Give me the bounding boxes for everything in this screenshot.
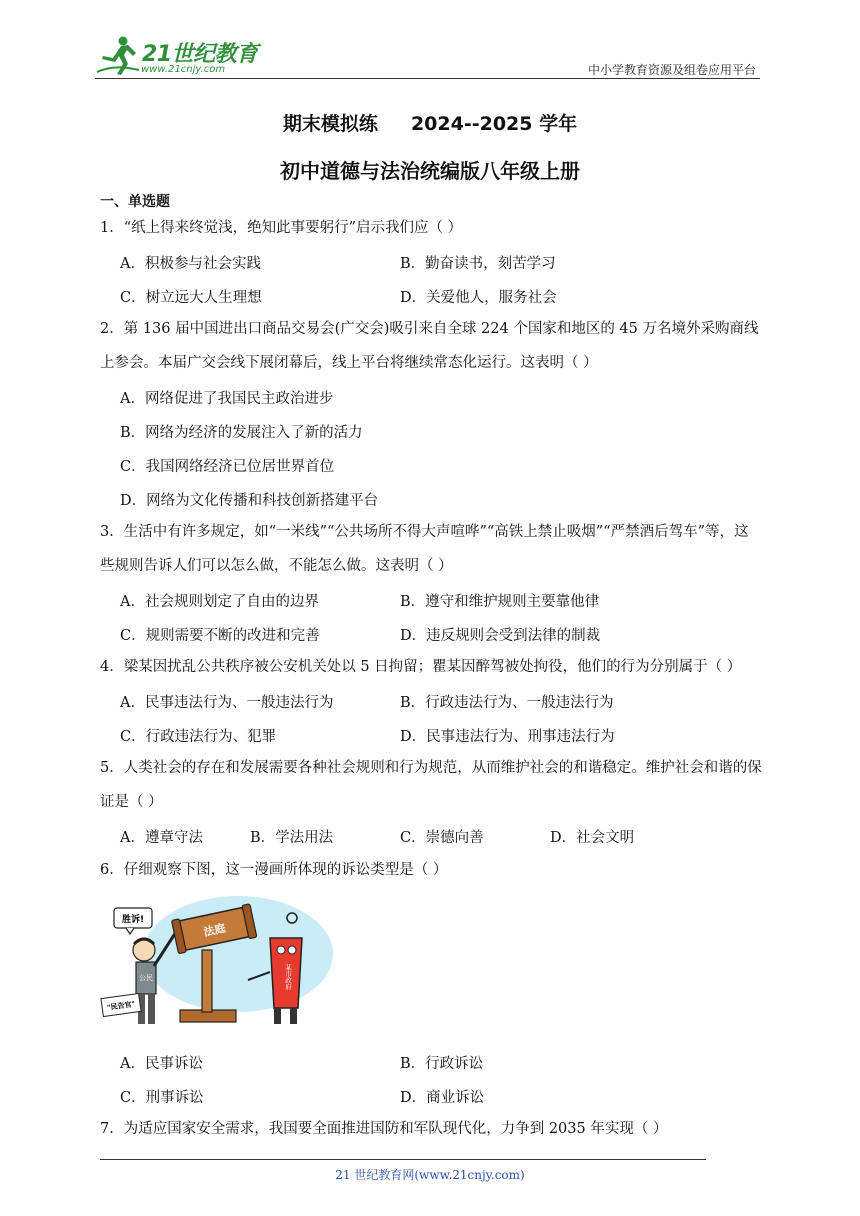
page-title: 期末模拟练 2024--2025 学年 (282, 113, 578, 135)
header-divider (95, 78, 760, 79)
question-1-stem: 1．“纸上得来终觉浅，绝知此事要躬行”启示我们应（ ） (100, 220, 463, 236)
question-6-option-d: D．商业诉讼 (400, 1090, 485, 1106)
question-4-option-a: A．民事违法行为、一般违法行为 (120, 695, 334, 711)
question-3-option-a: A．社会规则划定了自由的边界 (120, 594, 319, 610)
paper-label: "民告官" (106, 1000, 136, 1012)
question-5-stem: 5．人类社会的存在和发展需要各种社会规则和行为规范，从而维护社会的和谐稳定。维护社会和谐的保证是（ ） (100, 760, 762, 810)
question-5-option-a: A．遵章守法 (120, 830, 203, 846)
runner-icon (95, 34, 141, 78)
question-4-option-d: D．民事违法行为、刑事违法行为 (400, 729, 615, 745)
page-subtitle: 初中道德与法治统编版八年级上册 (280, 159, 580, 183)
question-3-option-c: C．规则需要不断的改进和完善 (120, 628, 320, 644)
question-1-option-a: A．积极参与社会实践 (120, 256, 261, 272)
section-heading: 一、单选题 (100, 194, 170, 210)
question-5-option-d: D．社会文明 (550, 830, 635, 846)
question-6-option-b: B．行政诉讼 (400, 1056, 484, 1072)
question-4-option-c: C．行政违法行为、犯罪 (120, 729, 277, 745)
question-6-option-a: A．民事诉讼 (120, 1056, 203, 1072)
site-logo (95, 34, 260, 80)
lawsuit-cartoon (98, 892, 334, 1032)
question-3-option-b: B．遵守和维护规则主要靠他律 (400, 594, 600, 610)
citizen-label: 公民 (139, 974, 153, 982)
gavel-label: 法庭 (202, 921, 227, 939)
logo-url: www.21cnjy.com (141, 64, 226, 75)
question-7-stem: 7．为适应国家安全需求，我国要全面推进国防和军队现代化，力争到 2035 年实现（ ） (100, 1121, 668, 1137)
question-5-option-b: B．学法用法 (250, 830, 334, 846)
government-label: 某市政府 (284, 964, 292, 990)
question-2-stem: 2．第 136 届中国进出口商品交易会(广交会)吸引来自全球 224 个国家和地区的 45 万名境外采购商线上参会。本届广交会线下展闭幕后，线上平台将继续常态化运行。这表明（ ） (100, 321, 759, 371)
question-6-option-c: C．刑事诉讼 (120, 1090, 204, 1106)
question-4-stem: 4．梁某因扰乱公共秩序被公安机关处以 5 日拘留；瞿某因醉驾被处拘役，他们的行为分别属于（ ） (100, 659, 742, 675)
footer-link[interactable]: 21 世纪教育网(www.21cnjy.com) (335, 1168, 525, 1182)
question-2-option-c: C．我国网络经济已位居世界首位 (120, 459, 335, 475)
question-3-stem: 3．生活中有许多规定，如“一米线”“公共场所不得大声喧哗”“高铁上禁止吸烟”“严禁酒后驾车”等，这些规则告诉人们可以怎么做，不能怎么做。这表明（ ） (100, 524, 749, 574)
question-3-option-d: D．违反规则会受到法律的制裁 (400, 628, 601, 644)
logo-text: 21世纪教育 (142, 42, 258, 67)
question-1-option-d: D．关爱他人，服务社会 (400, 290, 557, 306)
question-1-option-b: B．勤奋读书，刻苦学习 (400, 256, 556, 272)
question-4-option-b: B．行政违法行为、一般违法行为 (400, 695, 614, 711)
question-5-option-c: C．崇德向善 (400, 830, 484, 846)
question-2-option-d: D．网络为文化传播和科技创新搭建平台 (120, 493, 379, 509)
question-2-option-a: A．网络促进了我国民主政治进步 (120, 391, 334, 407)
question-6-stem: 6．仔细观察下图，这一漫画所体现的诉讼类型是（ ） (100, 862, 448, 878)
footer-divider (100, 1159, 706, 1160)
speech-text: 胜诉! (121, 915, 145, 925)
question-2-option-b: B．网络为经济的发展注入了新的活力 (120, 425, 363, 441)
platform-name: 中小学教育资源及组卷应用平台 (587, 63, 756, 77)
question-1-option-c: C．树立远大人生理想 (120, 290, 262, 306)
